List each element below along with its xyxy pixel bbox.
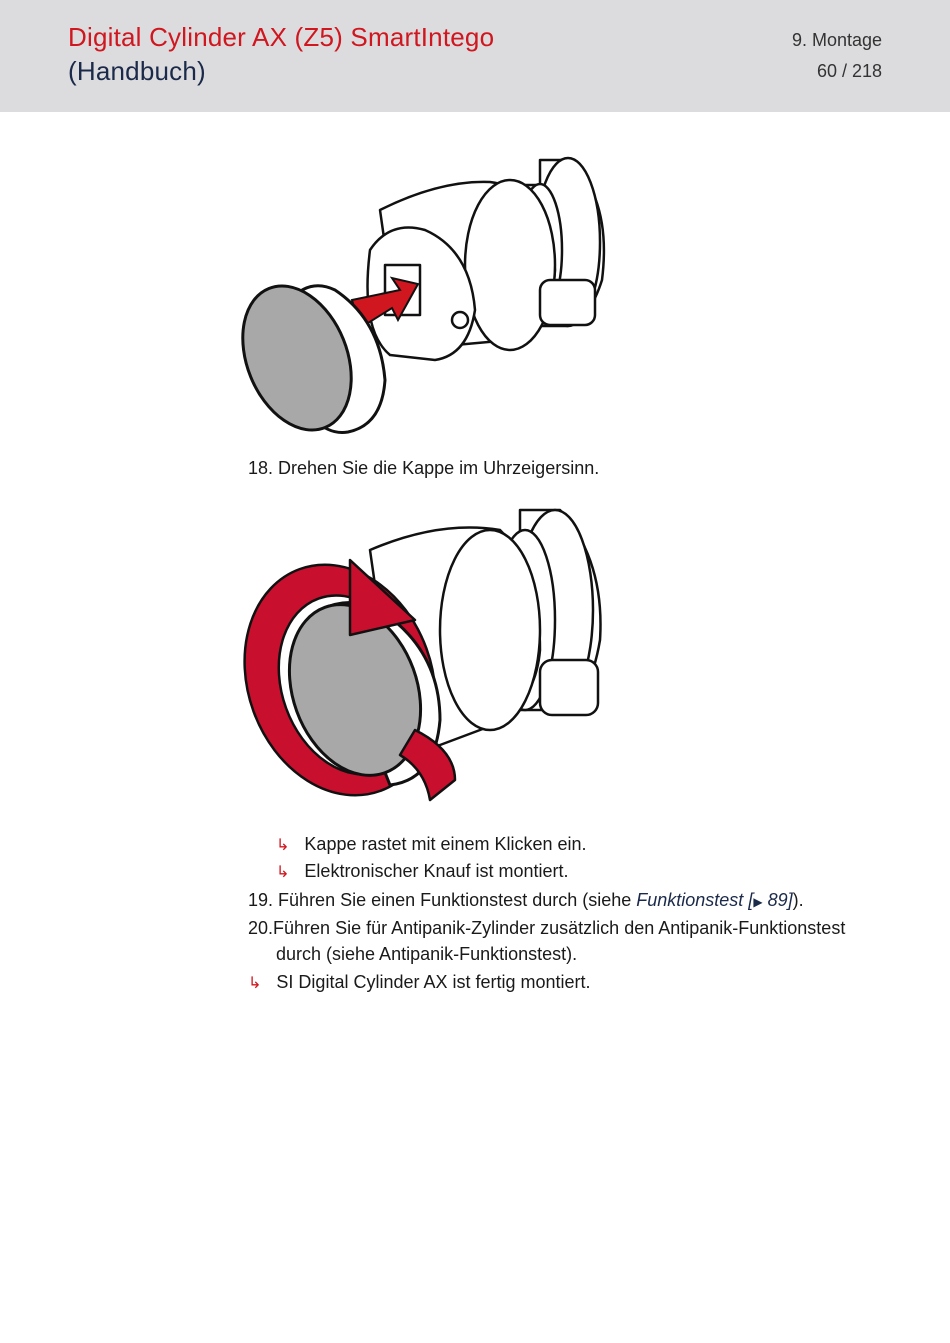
result-1-text: Kappe rastet mit einem Klicken ein. xyxy=(304,834,587,854)
page-header xyxy=(0,0,950,112)
document-title: Digital Cylinder AX (Z5) SmartIntego xyxy=(68,22,495,52)
link-page: 89] xyxy=(767,890,793,910)
step-19-after: ). xyxy=(792,890,804,910)
step-18 xyxy=(248,458,599,479)
result-arrow-icon: ↳ xyxy=(276,837,290,854)
link-triangle-icon: ▶ xyxy=(753,895,763,909)
result-line-2 xyxy=(276,861,569,882)
cap-attach-illustration xyxy=(240,150,620,440)
step-20-line-2: durch (siehe Antipanik-Funktionstest). xyxy=(276,944,578,964)
final-result xyxy=(248,972,591,993)
page-number: 60 / 218 xyxy=(816,61,882,81)
step-20-continuation xyxy=(276,944,577,965)
funktionstest-link[interactable] xyxy=(636,890,792,910)
document-subtitle: (Handbuch) xyxy=(68,56,206,86)
final-result-text: SI Digital Cylinder AX ist fertig montiert. xyxy=(276,972,591,992)
step-19-text: Führen Sie einen Funktionstest durch (siehe xyxy=(278,890,637,910)
step-20-line-1: Führen Sie für Antipanik-Zylinder zusätzlich den Antipanik-Funktionstest xyxy=(273,918,846,938)
section-label: 9. Montage xyxy=(791,30,882,50)
step-19 xyxy=(248,890,804,911)
step-20 xyxy=(248,918,845,939)
result-arrow-icon: ↳ xyxy=(248,975,262,992)
result-arrow-icon: ↳ xyxy=(276,864,290,881)
step-18-number: 18. xyxy=(248,458,274,478)
step-18-text: Drehen Sie die Kappe im Uhrzeigersinn. xyxy=(278,458,600,478)
rotate-cap-illustration xyxy=(240,500,620,815)
link-text: Funktionstest [ xyxy=(636,890,754,910)
step-20-number: 20. xyxy=(248,918,274,938)
result-2-text: Elektronischer Knauf ist montiert. xyxy=(304,861,569,881)
result-line-1 xyxy=(276,834,587,855)
step-19-number: 19. xyxy=(248,890,274,910)
